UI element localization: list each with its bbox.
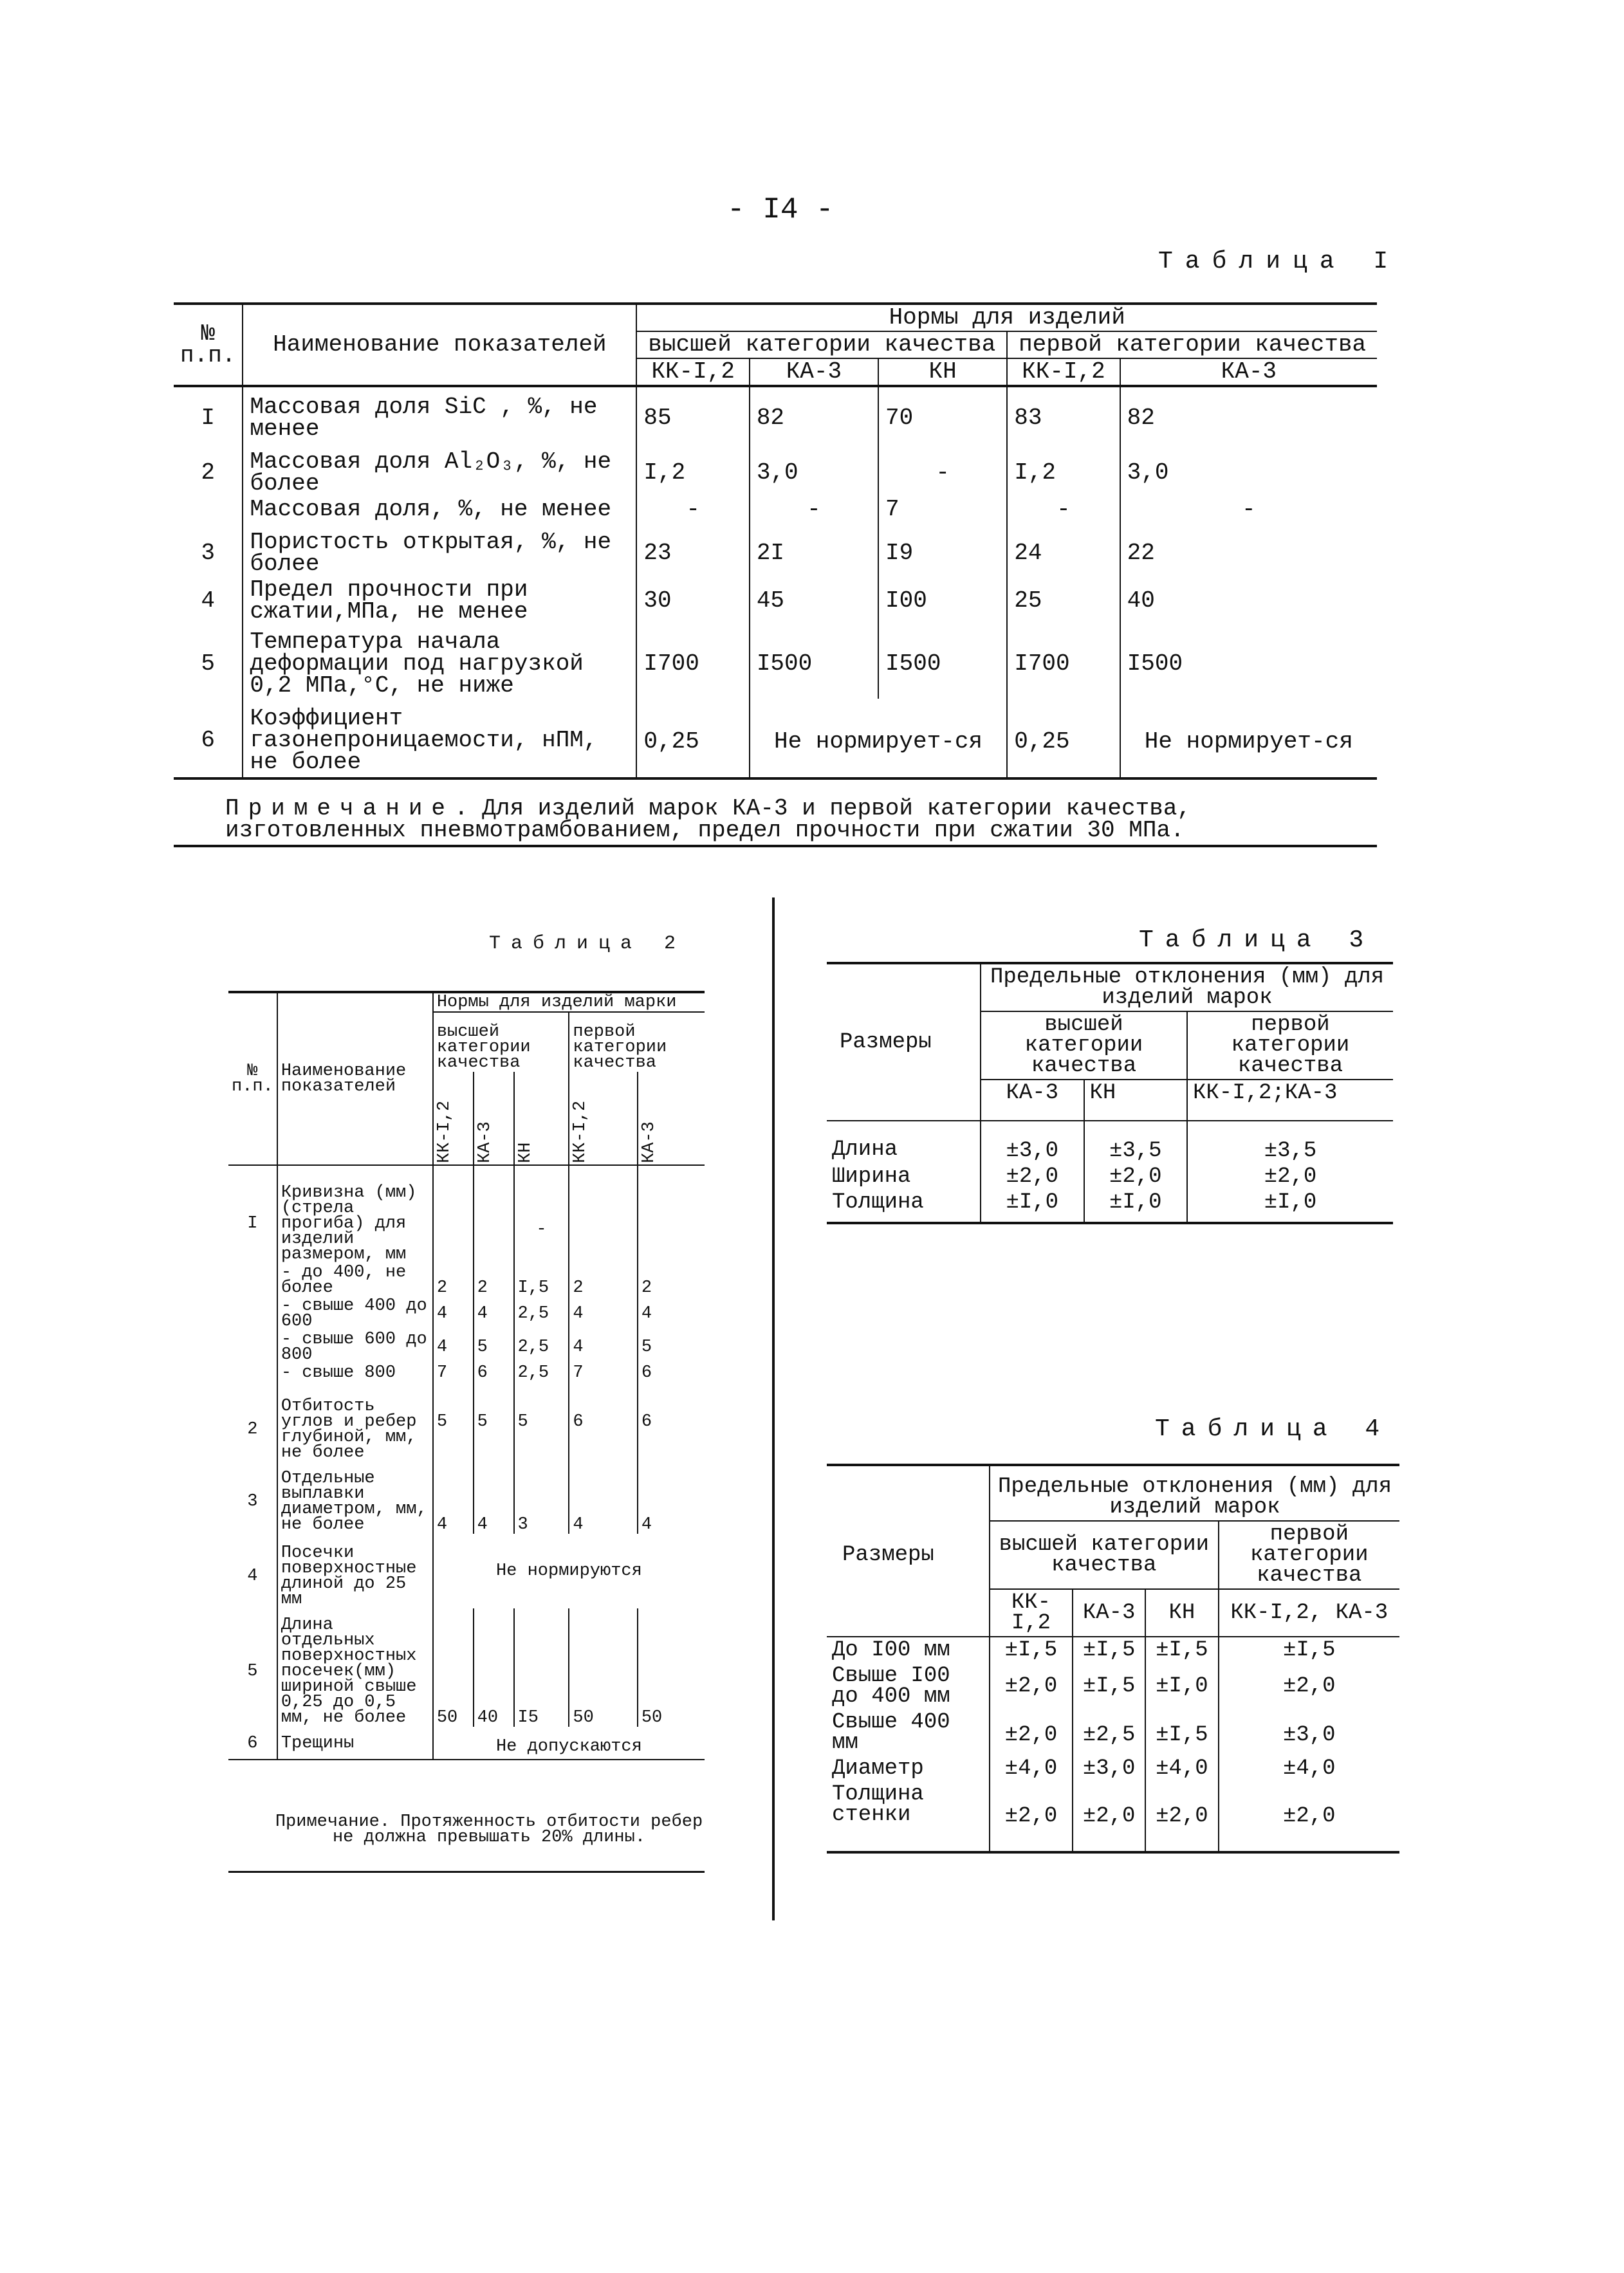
t4-col-2: КА-3 xyxy=(1073,1589,1145,1637)
t4-header-size: Размеры xyxy=(842,1543,934,1567)
table-row xyxy=(827,1781,1399,1852)
t1-cell: Не нормирует-ся xyxy=(1120,699,1377,778)
t1-header-num: № п.п. xyxy=(180,320,236,369)
t2-cell: 7 xyxy=(433,1364,474,1382)
t2-cell: 5 xyxy=(474,1330,514,1364)
t1-cell: - xyxy=(878,442,1007,497)
t1-col-1: КК-I,2 xyxy=(636,358,749,386)
t2-row-num: 5 xyxy=(247,1662,258,1681)
t1-col-3: КН xyxy=(878,358,1007,386)
t1-cell: I500 xyxy=(1120,625,1377,699)
t1-row-name: Массовая доля SiC , %, не менее xyxy=(243,386,636,442)
t1-row-num: I xyxy=(201,405,216,431)
t2-col-1: КК-I,2 xyxy=(434,1100,454,1163)
t3-cell: ±I,0 xyxy=(1084,1190,1188,1223)
t2-cell: 2,5 xyxy=(514,1364,569,1382)
t3-cell: ±3,0 xyxy=(981,1121,1084,1164)
t2-cell: 50 xyxy=(433,1608,474,1727)
t2-cell: 6 xyxy=(474,1364,514,1382)
t1-row-name: Коэффициент газонепроницаемости, нПМ, не более xyxy=(243,699,636,778)
t1-cell: 40 xyxy=(1120,577,1377,625)
t1-row-name: Пористость открытая, %, не более xyxy=(243,522,636,577)
t1-cell: 2I xyxy=(750,522,878,577)
t2-row-num: 2 xyxy=(247,1420,258,1439)
t2-row-name: Посечки поверхностные длиной до 25 мм xyxy=(277,1534,433,1608)
t2-row-name: - до 400, не более xyxy=(277,1264,433,1297)
t4-cell: ±2,0 xyxy=(990,1709,1073,1756)
t1-cell: 25 xyxy=(1007,577,1120,625)
t1-cell: I700 xyxy=(636,625,749,699)
t4-cell: ±I,5 xyxy=(1145,1637,1218,1663)
t3-header-dev: Предельные отклонения (мм) для изделий марок xyxy=(981,963,1393,1011)
t4-cell: ±I,5 xyxy=(990,1637,1073,1663)
table-row xyxy=(174,386,1377,442)
t2-cell: 40 xyxy=(474,1608,514,1727)
t3-cell: ±2,0 xyxy=(1187,1164,1393,1190)
t2-cell: 4 xyxy=(433,1330,474,1364)
t4-cell: ±2,0 xyxy=(990,1781,1073,1852)
table-row xyxy=(228,1462,705,1534)
note-text: . Для изделий марок КА-3 и первой категории качества, изготовленных пневмотрамбованием, предел прочности при сжатии 30 МПа. xyxy=(225,795,1192,843)
t3-cell: ±3,5 xyxy=(1084,1121,1188,1164)
table2-caption: Таблица 2 xyxy=(489,933,687,955)
t4-row-name: Свыше 400 мм xyxy=(832,1710,950,1755)
t2-cell: 4 xyxy=(569,1297,637,1330)
t4-cell: ±I,5 xyxy=(1145,1709,1218,1756)
t1-cell: - xyxy=(1007,497,1120,522)
t1-header-first: первой категории качества xyxy=(1007,331,1377,358)
t1-cell: Не нормирует-ся xyxy=(750,699,1007,778)
page-number: - I4 - xyxy=(727,193,834,226)
t3-cell: ±2,0 xyxy=(981,1164,1084,1190)
t1-row-name: Массовая доля, %, не менее xyxy=(243,497,636,522)
table1-caption: Таблица I xyxy=(1158,248,1401,275)
table4 xyxy=(827,1464,1399,1854)
t2-cell: 4 xyxy=(569,1462,637,1534)
t2-cell: 7 xyxy=(569,1364,637,1382)
t2-cell: 4 xyxy=(474,1297,514,1330)
t1-cell: 45 xyxy=(750,577,878,625)
table1-note xyxy=(225,795,1383,843)
t2-cell: 50 xyxy=(638,1608,705,1727)
t4-cell: ±2,0 xyxy=(1145,1781,1218,1852)
t2-col-3: КН xyxy=(515,1142,535,1163)
t1-col-4: КК-I,2 xyxy=(1007,358,1120,386)
t3-cell: ±I,0 xyxy=(981,1190,1084,1223)
table1 xyxy=(174,302,1377,780)
t3-row-name: Толщина xyxy=(832,1190,924,1215)
t4-cell: ±4,0 xyxy=(1145,1756,1218,1781)
t2-row-name: - свыше 800 xyxy=(277,1364,433,1382)
t1-cell: 85 xyxy=(636,386,749,442)
t2-row-name: - свыше 400 до 600 xyxy=(277,1297,433,1330)
t2-cell: 4 xyxy=(433,1297,474,1330)
t4-header-first: первой категории качества xyxy=(1219,1521,1399,1589)
t1-row-num: 2 xyxy=(201,459,216,486)
t4-cell: ±I,5 xyxy=(1073,1663,1145,1709)
t1-header-name: Наименование показателей xyxy=(243,304,636,386)
t2-cell: 4 xyxy=(569,1330,637,1364)
t4-cell: ±4,0 xyxy=(1219,1756,1399,1781)
t4-row-name: Свыше I00 до 400 мм xyxy=(832,1664,950,1709)
t1-cell: 23 xyxy=(636,522,749,577)
t3-row-name: Ширина xyxy=(832,1164,911,1189)
table-row xyxy=(228,1608,705,1727)
t1-row-num: 3 xyxy=(201,540,216,566)
t4-col-1: КК-I,2 xyxy=(990,1589,1073,1637)
t4-cell: ±3,0 xyxy=(1219,1709,1399,1756)
t2-cell: Не нормируются xyxy=(433,1534,705,1608)
t1-row-num: 6 xyxy=(201,727,216,753)
table-row xyxy=(827,1164,1393,1190)
t1-row-name: Массовая доля Al₂O₃, %, не более xyxy=(243,442,636,497)
t2-cell: 4 xyxy=(433,1462,474,1534)
t2-cell: I,5 xyxy=(514,1264,569,1297)
t4-cell: ±I,5 xyxy=(1073,1637,1145,1663)
t4-cell: ±4,0 xyxy=(990,1756,1073,1781)
t2-cell: 6 xyxy=(638,1364,705,1382)
table-row xyxy=(827,1637,1399,1663)
t2-cell: 5 xyxy=(474,1382,514,1462)
t1-cell: I500 xyxy=(878,625,1007,699)
t1-cell: 24 xyxy=(1007,522,1120,577)
t4-header-dev: Предельные отклонения (мм) для изделий марок xyxy=(990,1465,1399,1521)
t2-row-name: Отбитость углов и ребер глубиной, мм, не более xyxy=(277,1382,433,1462)
t1-cell: I00 xyxy=(878,577,1007,625)
t1-row-num: 5 xyxy=(201,650,216,677)
table-row xyxy=(827,1121,1393,1164)
table3-caption: Таблица 3 xyxy=(1139,926,1376,954)
t1-cell: I,2 xyxy=(1007,442,1120,497)
t2-header-highest: высшей категории качества xyxy=(433,1012,569,1072)
t4-cell: ±I,0 xyxy=(1145,1663,1218,1709)
t2-cell: 4 xyxy=(474,1462,514,1534)
t2-cell: 2 xyxy=(569,1264,637,1297)
table2 xyxy=(228,991,705,1760)
t4-cell: ±I,5 xyxy=(1219,1637,1399,1663)
t2-header-num: № п.п. xyxy=(232,1062,273,1096)
t3-header-first: первой категории качества xyxy=(1187,1011,1393,1080)
table-row xyxy=(228,1364,705,1382)
t1-cell: I700 xyxy=(1007,625,1120,699)
t1-cell: I,2 xyxy=(636,442,749,497)
t1-cell: 7 xyxy=(878,497,1007,522)
t3-cell: ±I,0 xyxy=(1187,1190,1393,1223)
t4-row-name: Толщина стенки xyxy=(832,1782,924,1827)
t1-cell: 0,25 xyxy=(1007,699,1120,778)
t1-header-norms: Нормы для изделий xyxy=(636,304,1377,331)
t1-row-name: Предел прочности при сжатии,МПа, не менее xyxy=(243,577,636,625)
t1-cell: 83 xyxy=(1007,386,1120,442)
t2-row-name: Длина отдельных поверхностных посечек(мм) шириной свыше 0,25 до 0,5 мм, не более xyxy=(277,1608,433,1727)
t2-row-num: I xyxy=(247,1214,258,1233)
divider xyxy=(174,845,1377,847)
t2-cell: 6 xyxy=(638,1382,705,1462)
t2-cell: 4 xyxy=(638,1462,705,1534)
t3-col-2: КН xyxy=(1084,1080,1188,1121)
t3-cell: ±2,0 xyxy=(1084,1164,1188,1190)
t2-header-name: Наименование показателей xyxy=(277,992,433,1165)
t1-cell: 82 xyxy=(1120,386,1377,442)
table-row xyxy=(827,1709,1399,1756)
t2-cell: 4 xyxy=(638,1297,705,1330)
t2-row-num: 3 xyxy=(247,1492,258,1511)
table-row xyxy=(228,1264,705,1297)
t1-cell: 30 xyxy=(636,577,749,625)
t1-cell: 0,25 xyxy=(636,699,749,778)
t2-col-4: КК-I,2 xyxy=(571,1100,591,1163)
t2-row-num: 4 xyxy=(247,1567,258,1586)
table3 xyxy=(827,962,1393,1224)
table-row xyxy=(228,1330,705,1364)
t1-col-5: КА-3 xyxy=(1120,358,1377,386)
t4-row-name: До I00 мм xyxy=(832,1638,950,1662)
t2-col-5: КА-3 xyxy=(639,1121,659,1163)
table-row xyxy=(174,442,1377,497)
t2-col-2: КА-3 xyxy=(475,1121,495,1163)
table2-note: Примечание. Протяженность отбитости ребер не должна превышать 20% длины. xyxy=(275,1812,703,1847)
t4-cell: ±2,0 xyxy=(1073,1781,1145,1852)
t3-header-highest: высшей категории качества xyxy=(981,1011,1187,1080)
t1-cell: I9 xyxy=(878,522,1007,577)
t1-row-name: Температура начала деформации под нагрузкой 0,2 МПа,°С, не ниже xyxy=(243,625,636,699)
table4-caption: Таблица 4 xyxy=(1155,1415,1392,1443)
t1-cell: - xyxy=(1120,497,1377,522)
t4-header-highest: высшей категории качества xyxy=(990,1521,1219,1589)
t1-cell: 70 xyxy=(878,386,1007,442)
t2-cell: 5 xyxy=(514,1382,569,1462)
t2-cell: 2 xyxy=(433,1264,474,1297)
t2-cell: 2,5 xyxy=(514,1330,569,1364)
table-row xyxy=(174,625,1377,699)
t3-cell: ±3,5 xyxy=(1187,1121,1393,1164)
t1-cell: - xyxy=(636,497,749,522)
table-row xyxy=(827,1663,1399,1709)
t2-row-num: 6 xyxy=(247,1734,258,1753)
divider xyxy=(228,1871,705,1873)
t2-cell: 5 xyxy=(433,1382,474,1462)
t4-row-name: Диаметр xyxy=(832,1756,924,1781)
note-label: Примечание xyxy=(225,795,455,822)
t2-cell: 2 xyxy=(638,1264,705,1297)
t2-cell: 5 xyxy=(638,1330,705,1364)
t2-row-name: - свыше 600 до 800 xyxy=(277,1330,433,1364)
t3-col-1: КА-3 xyxy=(981,1080,1084,1121)
t1-row-num: 4 xyxy=(201,587,216,614)
t2-cell: 2,5 xyxy=(514,1297,569,1330)
t2-cell: 3 xyxy=(514,1462,569,1534)
t4-cell: ±2,5 xyxy=(1073,1709,1145,1756)
t4-col-4: КК-I,2, КА-3 xyxy=(1219,1589,1399,1637)
t1-cell: - xyxy=(750,497,878,522)
table-row xyxy=(228,1382,705,1462)
t2-cell: 2 xyxy=(474,1264,514,1297)
t1-cell: I500 xyxy=(750,625,878,699)
table-row xyxy=(174,497,1377,522)
t2-cell: 50 xyxy=(569,1608,637,1727)
t4-cell: ±3,0 xyxy=(1073,1756,1145,1781)
table-row xyxy=(228,1297,705,1330)
t2-row-name: Кривизна (мм) (стрела прогиба) для изделий размером, мм xyxy=(277,1165,433,1264)
table-row xyxy=(174,577,1377,625)
t2-cell: Не допускаются xyxy=(433,1727,705,1760)
table-row xyxy=(174,522,1377,577)
column-divider xyxy=(772,897,775,1920)
table-row xyxy=(827,1756,1399,1781)
t3-header-size: Размеры xyxy=(840,1030,932,1054)
t2-cell: I5 xyxy=(514,1608,569,1727)
t2-cell: 6 xyxy=(569,1382,637,1462)
table-row xyxy=(827,1190,1393,1223)
t4-cell: ±2,0 xyxy=(1219,1781,1399,1852)
t1-header-highest: высшей категории качества xyxy=(636,331,1007,358)
t1-cell: 82 xyxy=(750,386,878,442)
t2-header-first: первой категории качества xyxy=(569,1012,705,1072)
table-row xyxy=(174,699,1377,778)
t3-col-3: КК-I,2;КА-3 xyxy=(1187,1080,1393,1121)
t1-cell: 3,0 xyxy=(1120,442,1377,497)
table-row xyxy=(228,1727,705,1760)
table-row xyxy=(228,1534,705,1608)
t4-col-3: КН xyxy=(1145,1589,1218,1637)
t4-cell: ±2,0 xyxy=(990,1663,1073,1709)
t1-row-num xyxy=(174,497,243,522)
t4-cell: ±2,0 xyxy=(1219,1663,1399,1709)
t1-col-2: КА-3 xyxy=(750,358,878,386)
t2-row-name: Отдельные выплавки диаметром, мм, не более xyxy=(277,1462,433,1534)
t1-cell: 3,0 xyxy=(750,442,878,497)
t2-cell: - xyxy=(514,1165,569,1264)
t3-row-name: Длина xyxy=(832,1137,898,1162)
t2-header-norms: Нормы для изделий марки xyxy=(433,992,705,1012)
t1-cell: 22 xyxy=(1120,522,1377,577)
t2-row-name: Трещины xyxy=(277,1727,433,1760)
